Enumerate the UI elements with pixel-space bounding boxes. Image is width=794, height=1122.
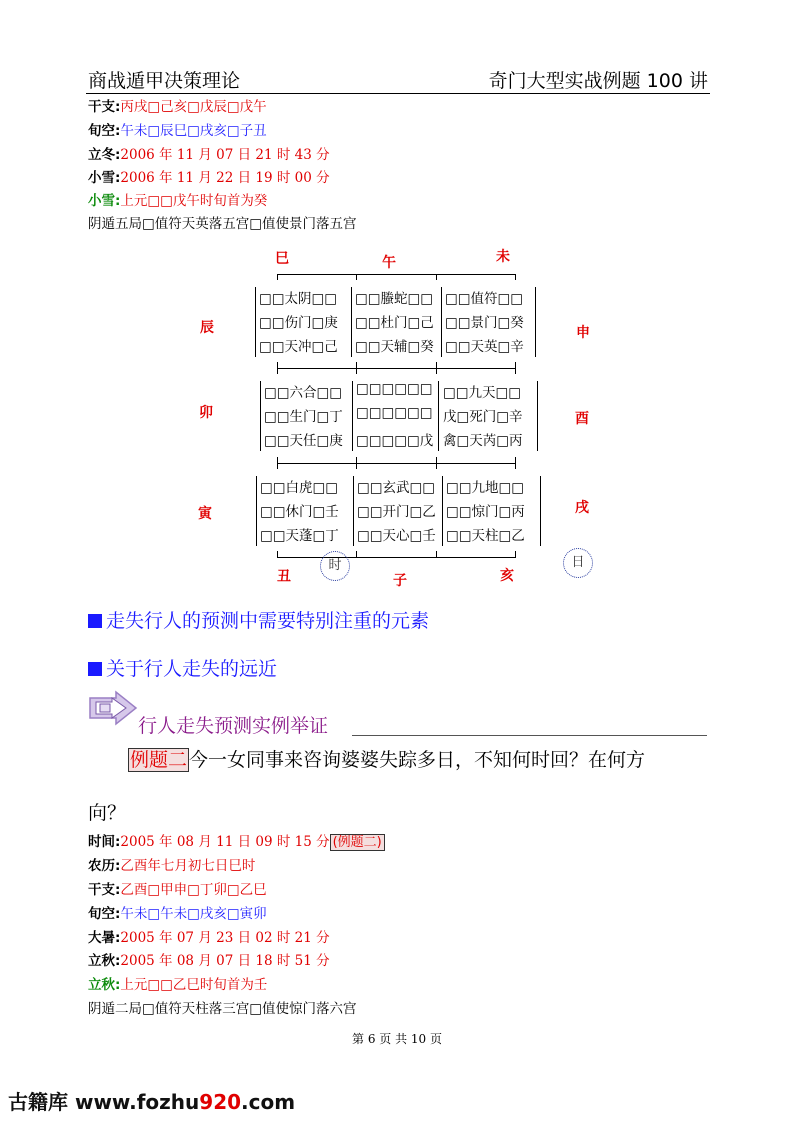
grid-vbar [260, 381, 261, 451]
branch-chen: 辰 [200, 320, 214, 336]
grid-vbar [442, 476, 443, 546]
grid-bottom-line [277, 557, 516, 558]
palace-r1c3-line1: □□值符□□ [445, 291, 524, 307]
chart2-shijian: 时间:2005 年 08 月 11 日 09 时 15 分 (例题二) [88, 834, 385, 851]
chart1-yuan: 小雪:上元□□戊午时旬首为癸 [88, 193, 268, 209]
palace-r1c1-line2: □□伤门□庚 [259, 315, 338, 331]
header-left-title: 商战遁甲决策理论 [88, 70, 241, 92]
grid-tick [277, 551, 278, 557]
palace-r1c2-line2: □□杜门□己 [355, 315, 434, 331]
chart2-dashu: 大暑:2005 年 07 月 23 日 02 时 21 分 [88, 930, 330, 946]
palace-r1c2-line1: □□螣蛇□□ [355, 291, 434, 307]
palace-r2c2-line3: □□□□□戊 [356, 433, 434, 449]
grid-tick [356, 457, 357, 469]
grid-vbar [255, 287, 256, 357]
grid-tick [515, 362, 516, 374]
grid-vbar [353, 476, 354, 546]
branch-mao: 卯 [199, 405, 213, 421]
chart2-xunkong: 旬空:午未□午未□戌亥□寅卯 [88, 906, 267, 922]
chart1-ju: 阴遁五局□值符天英落五宫□值使景门落五宫 [88, 216, 357, 232]
day-marker: 日 [563, 548, 593, 578]
branch-yin: 寅 [198, 506, 212, 522]
branch-you: 酉 [575, 411, 589, 427]
grid-vbar [438, 381, 439, 451]
page-number: 第 6 页 共 10 页 [352, 1032, 442, 1046]
grid-tick [277, 457, 278, 469]
chart2-liqiu: 立秋:2005 年 08 月 07 日 18 时 51 分 [88, 953, 330, 969]
palace-r2c1-line3: □□天任□庚 [264, 433, 343, 449]
palace-r2c2-line2: □□□□□□ [356, 405, 433, 421]
branch-chou: 丑 [277, 569, 291, 585]
palace-r1c1-line3: □□天冲□己 [259, 339, 338, 355]
branch-hai: 亥 [500, 568, 514, 584]
palace-r3c1-line2: □□休门□壬 [260, 504, 339, 520]
palace-r2c1-line2: □□生门□丁 [264, 409, 343, 425]
grid-tick [277, 362, 278, 374]
grid-tick [515, 457, 516, 469]
grid-tick [356, 274, 357, 280]
grid-tick [277, 274, 278, 280]
grid-vbar [352, 381, 353, 451]
palace-r3c3-line2: □□惊门□丙 [446, 504, 525, 520]
chart2-ganzhi: 干支:乙酉□甲申□丁卯□乙巳 [88, 882, 267, 898]
question-line-2: 向？ [88, 802, 127, 824]
palace-r3c1-line1: □□白虎□□ [260, 480, 339, 496]
palace-r2c3-line2: 戊□死门□辛 [443, 409, 523, 425]
bullet-square-icon [88, 662, 102, 676]
branch-wei: 未 [496, 249, 510, 265]
palace-r2c2-line1: □□□□□□ [356, 381, 433, 397]
chart2-nongli: 农历:乙酉年七月初七日巳时 [88, 858, 256, 874]
branch-si: 巳 [275, 251, 289, 267]
grid-top-line [277, 274, 516, 275]
pointing-arrow-icon [86, 690, 140, 726]
grid-tick [515, 551, 516, 557]
grid-tick [436, 551, 437, 557]
grid-vbar [540, 476, 541, 546]
palace-r1c3-line3: □□天英□辛 [445, 339, 524, 355]
question-line-1: 例题二 今一女同事来咨询婆婆失踪多日，不知何时回？在何方 [130, 749, 646, 771]
grid-vbar [537, 381, 538, 451]
branch-shen: 申 [576, 325, 590, 341]
chart1-xunkong: 旬空:午未□辰巳□戌亥□子丑 [88, 123, 267, 139]
grid-tick [515, 274, 516, 280]
palace-r2c1-line1: □□六合□□ [264, 385, 343, 401]
time-marker: 时 [320, 551, 350, 581]
section-heading-distance: 关于行人走失的远近 [88, 654, 277, 681]
site-watermark: 古籍库 www.fozhu920.com [8, 1090, 296, 1114]
grid-tick [356, 362, 357, 374]
grid-mid-line-1 [277, 368, 516, 369]
palace-r3c2-line2: □□开门□乙 [357, 504, 436, 520]
grid-tick [436, 362, 437, 374]
grid-tick [436, 274, 437, 280]
branch-wu: 午 [382, 255, 396, 271]
palace-r1c1-line1: □□太阴□□ [259, 291, 338, 307]
grid-vbar [535, 287, 536, 357]
palace-r3c3-line1: □□九地□□ [446, 480, 525, 496]
grid-vbar [256, 476, 257, 546]
branch-xu: 戌 [575, 500, 589, 516]
chart2-yuan: 立秋:上元□□乙巳时旬首为壬 [88, 977, 268, 993]
palace-r3c1-line3: □□天蓬□丁 [260, 528, 339, 544]
palace-r2c3-line1: □□九天□□ [443, 385, 522, 401]
palace-r3c2-line3: □□天心□壬 [357, 528, 436, 544]
palace-r1c2-line3: □□天辅□癸 [355, 339, 434, 355]
section-heading-elements: 走失行人的预测中需要特别注重的元素 [88, 606, 429, 633]
example-title-rule [352, 735, 707, 736]
example-section-title: 行人走失预测实例举证 [138, 715, 329, 737]
grid-vbar [441, 287, 442, 357]
grid-tick [356, 551, 357, 557]
header-rule [86, 93, 710, 94]
grid-tick [436, 457, 437, 469]
branch-zi: 子 [393, 573, 407, 589]
grid-vbar [351, 287, 352, 357]
grid-mid-line-2 [277, 463, 516, 464]
header-right-title: 奇门大型实战例题 100 讲 [488, 70, 708, 92]
chart2-ju: 阴遁二局□值符天柱落三宫□值使惊门落六宫 [88, 1001, 357, 1017]
example-ref-tag: (例题二) [330, 834, 385, 851]
bullet-square-icon [88, 614, 102, 628]
example-tag: 例题二 [130, 749, 188, 771]
chart1-lidong: 立冬:2006 年 11 月 07 日 21 时 43 分 [88, 147, 330, 163]
palace-r3c3-line3: □□天柱□乙 [446, 528, 525, 544]
chart1-ganzhi: 干支:丙戌□己亥□戊辰□戊午 [88, 99, 267, 115]
chart1-xiaoxue: 小雪:2006 年 11 月 22 日 19 时 00 分 [88, 170, 330, 186]
palace-r2c3-line3: 禽□天芮□丙 [443, 433, 523, 449]
palace-r1c3-line2: □□景门□癸 [445, 315, 524, 331]
palace-r3c2-line1: □□玄武□□ [357, 480, 436, 496]
